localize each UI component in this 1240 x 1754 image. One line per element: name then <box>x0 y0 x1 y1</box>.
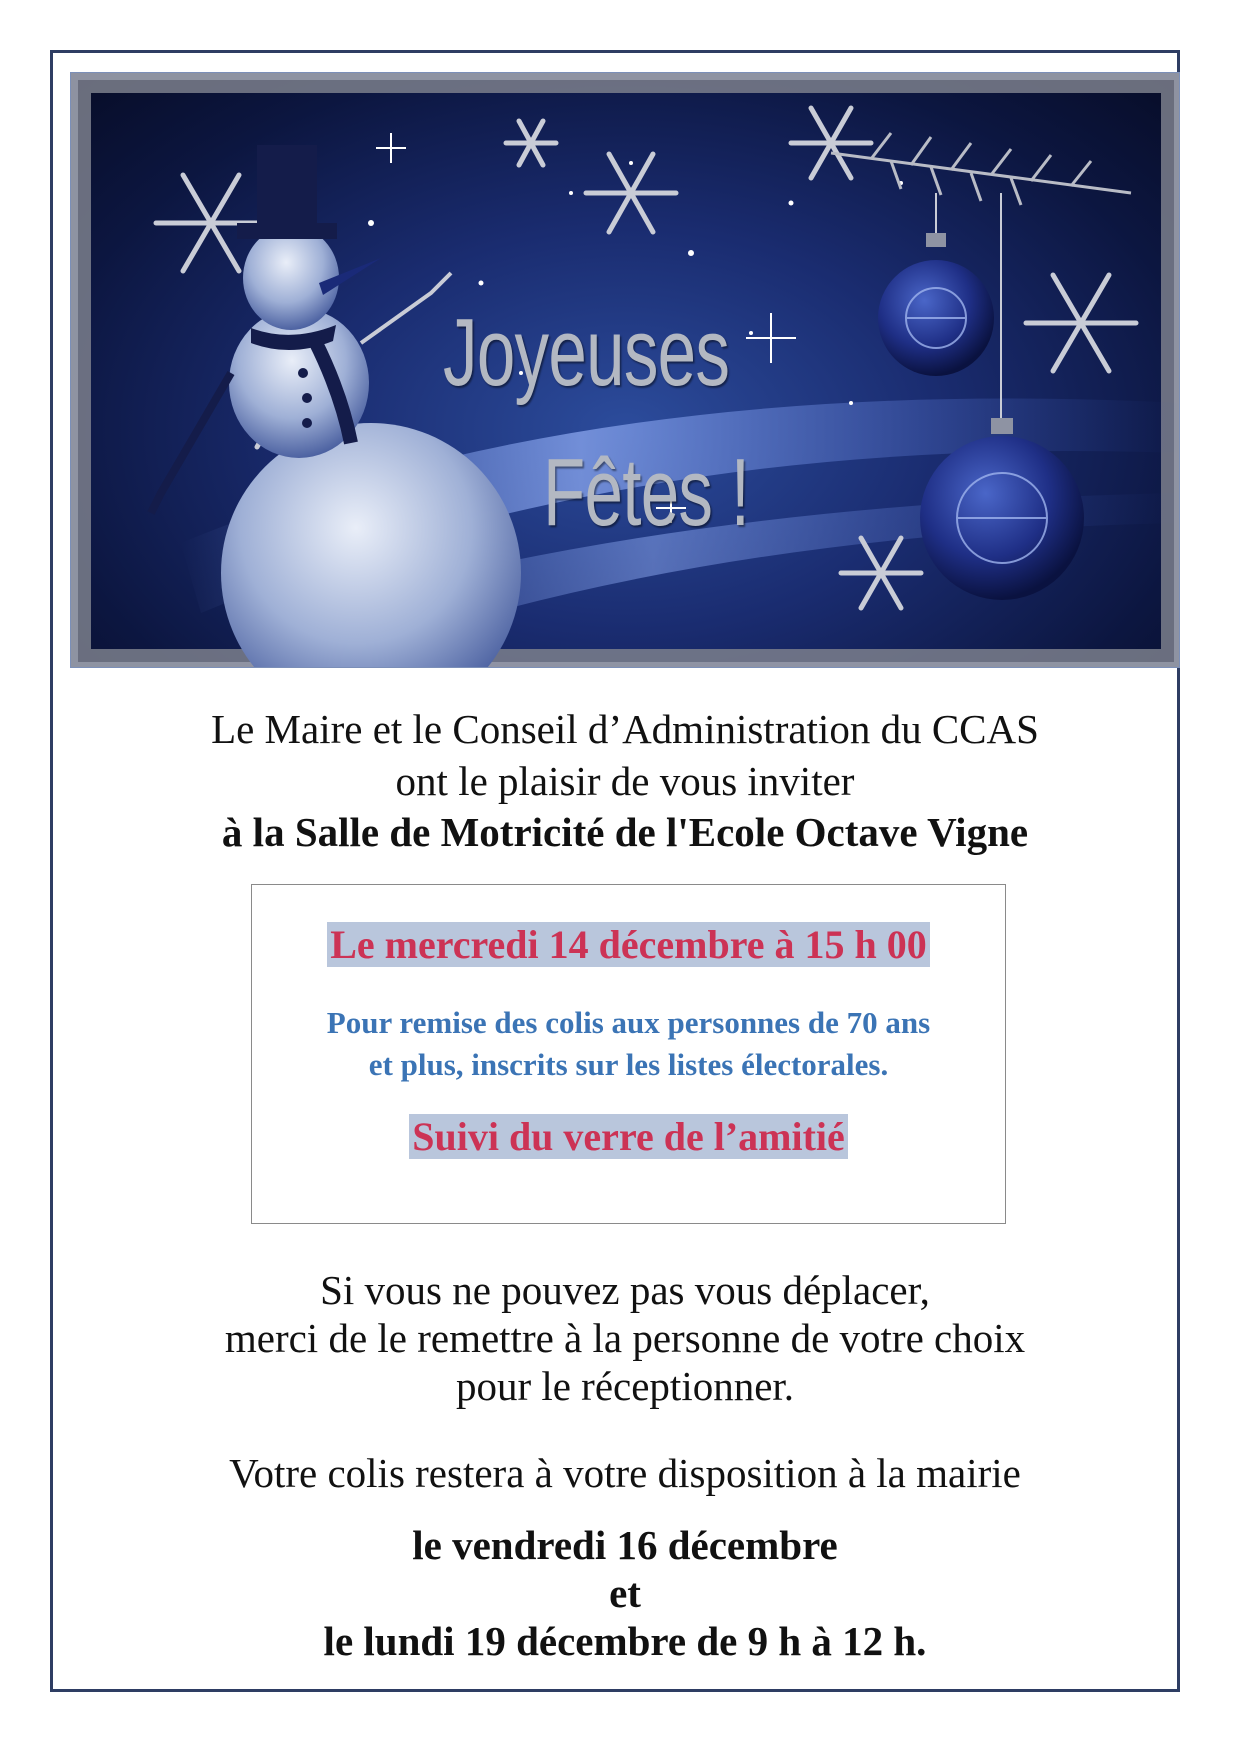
absence-note-line-1: Si vous ne pouvez pas vous déplacer, <box>320 1267 930 1313</box>
greeting-line-2: Fêtes ! <box>543 439 750 546</box>
event-location: à la Salle de Motricité de l'Ecole Octave Vigne <box>221 809 1029 855</box>
event-purpose-line-1: Pour remise des colis aux personnes de 70 ans <box>326 1005 931 1040</box>
absence-note-line-2: merci de le remettre à la personne de votre choix <box>224 1315 1026 1361</box>
event-followup: Suivi du verre de l’amitié <box>252 1113 1005 1161</box>
event-details-box <box>251 884 1006 1224</box>
pickup-conjunction: et <box>609 1570 641 1616</box>
pickup-day-1: le vendredi 16 décembre <box>412 1522 838 1568</box>
holiday-banner-image <box>70 72 1180 668</box>
pickup-day-2: le lundi 19 décembre de 9 h à 12 h. <box>323 1618 927 1664</box>
invitation-line-2: ont le plaisir de vous inviter <box>395 758 855 804</box>
absence-note-line-3: pour le réceptionner. <box>455 1363 795 1409</box>
pine-branch-icon <box>831 133 1131 205</box>
pickup-intro: Votre colis restera à votre disposition à la mairie <box>229 1450 1021 1496</box>
greeting-line-1: Joyeuses <box>443 299 730 406</box>
event-date: Le mercredi 14 décembre à 15 h 00 <box>252 921 1005 969</box>
event-purpose-line-2: et plus, inscrits sur les listes électorales. <box>368 1047 889 1082</box>
invitation-line-1: Le Maire et le Conseil d’Administration du CCAS <box>211 706 1039 752</box>
